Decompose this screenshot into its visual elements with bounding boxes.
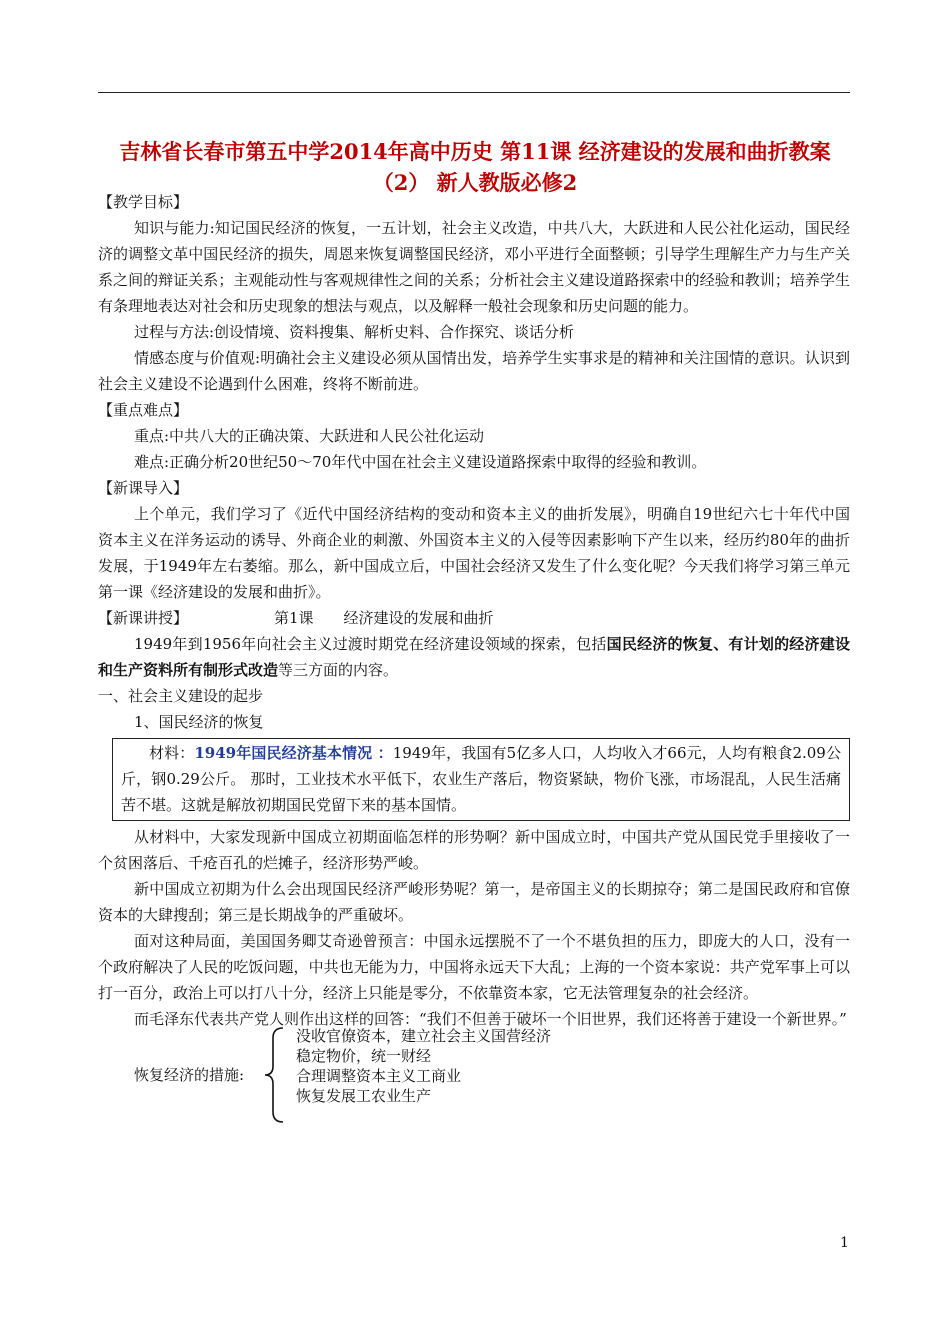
goals-process: 过程与方法:创设情境、资料搜集、解析史料、合作探究、谈话分析 (134, 323, 575, 341)
paragraph-situation: 从材料中，大家发现新中国成立初期面临怎样的形势啊？新中国成立时，中国共产党从国民党手里接收了一个贫困落后、千疮百孔的烂摊子，经济形势严峻。 (98, 828, 850, 872)
document-title: 吉林省长春市第五中学2014年高中历史 第11课 经济建设的发展和曲折教案（2） 新人教版必修2 (119, 139, 831, 195)
measure-item: 稳定物价，统一财经 (296, 1047, 432, 1065)
intro-paragraph: 上个单元，我们学习了《近代中国经济结构的变动和资本主义的曲折发展》，明确自19世纪六七十年代中国资本主义在洋务运动的诱导、外商企业的刺激、外国资本主义的入侵等因素影响下产生以来，经历约80年的曲折发展，于1949年左右萎缩。那么，新中国成立后，中国社会经济又发生了什么变化呢？今天我们将学习第三单元第一课《经济建设的发展和曲折》。 (98, 505, 850, 601)
lesson-title: 第1课 经济建设的发展和曲折 (274, 609, 494, 627)
section-heading-intro: 【新课导入】 (98, 479, 189, 497)
measures-block (98, 1027, 850, 1120)
material-box (112, 738, 850, 821)
material-paragraph (121, 740, 841, 818)
subsection-heading: 1、国民经济的恢复 (134, 713, 264, 731)
lecture-paragraph (98, 631, 850, 683)
key-point: 重点:中共八大的正确决策、大跃进和人民公社化运动 (134, 427, 485, 445)
paragraph-causes: 新中国成立初期为什么会出现国民经济严峻形势呢？第一，是帝国主义的长期掠夺；第二是国民政府和官僚资本的大肆搜刮；第三是长期战争的严重破坏。 (98, 880, 850, 924)
measure-item: 没收官僚资本，建立社会主义国营经济 (296, 1027, 552, 1045)
measure-item: 恢复发展工农业生产 (296, 1087, 432, 1105)
section-heading-lecture: 【新课讲授】 (98, 609, 189, 627)
section-heading-goals: 【教学目标】 (98, 193, 189, 211)
lecture-text-bold: 国民经济的恢复、有计划的经济建设和生产资料所有制形式改造 (98, 635, 850, 679)
measures-label: 恢复经济的措施: (134, 1066, 245, 1084)
header-rule (98, 92, 850, 93)
difficult-point: 难点:正确分析20世纪50～70年代中国在社会主义建设道路探索中取得的经验和教训。 (134, 453, 707, 471)
goals-knowledge: 知识与能力:知记国民经济的恢复，一五计划，社会主义改造，中共八大，大跃进和人民公社化运动，国民经济的调整文革中国民经济的损失，周恩来恢复调整国民经济，邓小平进行全面整顿；引导学生理解生产力与生产关系之间的辩证关系；主观能动性与客观规律性之间的关系；分析社会主义建设道路探索中的经验和教训；培养学生有条理地表达对社会和历史现象的想法与观点，以及解释一般社会现象和历史问题的能力。 (98, 219, 850, 315)
section-heading-key: 【重点难点】 (98, 401, 189, 419)
material-title: 1949年国民经济基本情况 ： (194, 744, 393, 762)
measure-item: 合理调整资本主义工商业 (296, 1067, 462, 1085)
paragraph-predictions: 面对这种局面，美国国务卿艾奇逊曾预言：中国永远摆脱不了一个不堪负担的压力，即庞大的人口，没有一个政府解决了人民的吃饭问题，中共也无能为力，中国将永远天下大乱；上海的一个资本家说：共产党军事上可以打一百分，政治上可以打八十分，经济上只能是零分，不依靠资本家，它无法管理复杂的社会经济。 (98, 932, 850, 1002)
document-body (98, 189, 850, 1120)
part-heading: 一、社会主义建设的起步 (98, 687, 264, 705)
brace-icon (263, 1026, 287, 1124)
paragraph-mao-reply: 而毛泽东代表共产党人则作出这样的回答：“我们不但善于破坏一个旧世界，我们还将善于建设一个新世界。” (134, 1010, 847, 1028)
material-label: 材料： (149, 744, 195, 762)
material-text: 1949年，我国有5亿多人口，人均收入才66元，人均有粮食2.09公斤，钢0.29公斤。 那时，工业技术水平低下，农业生产落后，物资紧缺，物价飞涨，市场混乱，人民生活痛苦不堪。这就是解放初期国民党留下来的基本国情。 (121, 744, 841, 814)
lecture-text-a: 1949年到1956年向社会主义过渡时期党在经济建设领域的探索，包括 (134, 635, 607, 653)
lecture-heading-row (98, 605, 850, 631)
goals-emotion: 情感态度与价值观:明确社会主义建设必须从国情出发，培养学生实事求是的精神和关注国情的意识。认识到社会主义建设不论遇到什么困难，终将不断前进。 (98, 349, 850, 393)
lecture-text-c: 等三方面的内容。 (278, 661, 399, 679)
measures-list (296, 1026, 551, 1106)
page-number: 1 (840, 1235, 849, 1251)
